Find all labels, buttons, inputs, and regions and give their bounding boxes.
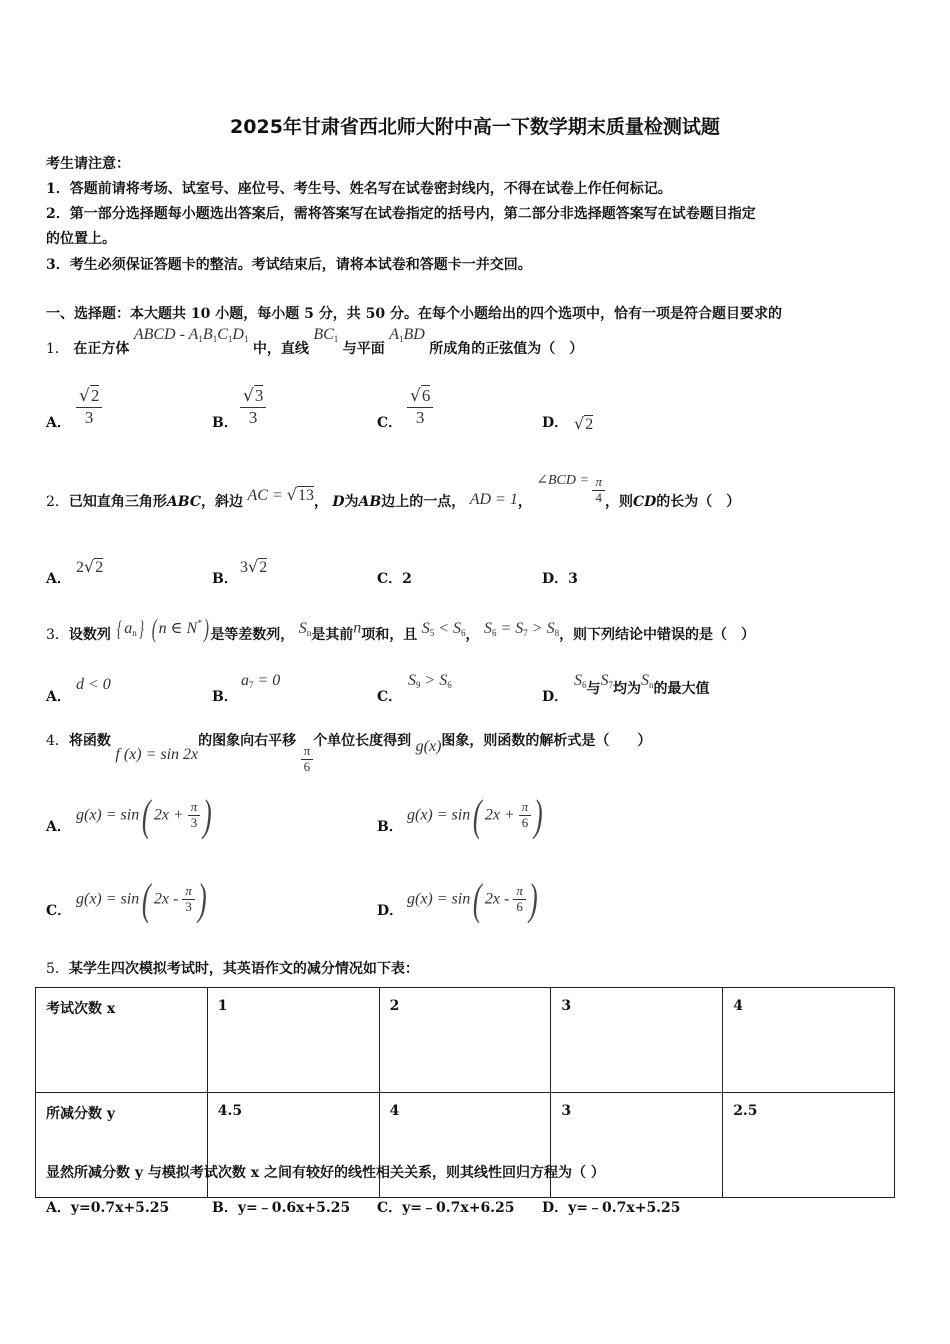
- q5-option-c[interactable]: C．y=﹣0.7x+6.25: [377, 1200, 515, 1216]
- q2-text-8: 的长为（ ）: [656, 494, 741, 510]
- q1-number: 1．: [46, 341, 69, 357]
- table-cell: 1: [207, 988, 379, 1093]
- q1-option-d-value[interactable]: √2: [574, 414, 594, 433]
- q2-text-6: ，: [517, 494, 532, 510]
- q4-text-4: 图象，则函数的解析式是（ ）: [441, 733, 652, 749]
- q5-number: 5．: [46, 961, 69, 977]
- q4-option-a-label[interactable]: A．: [46, 819, 71, 835]
- q2-ad: AD = 1: [469, 491, 518, 508]
- q1-option-d-label[interactable]: D．: [542, 415, 569, 431]
- q3-n: n: [353, 619, 362, 637]
- question-3: [46, 614, 755, 644]
- q2-ac: AC = √13: [247, 485, 314, 504]
- q2-cd: CD: [632, 494, 657, 510]
- q4-option-b-label[interactable]: B．: [377, 819, 403, 835]
- q3-option-a-label[interactable]: A．: [46, 689, 71, 705]
- q2-option-a-label[interactable]: A．: [46, 571, 71, 587]
- q1-text-1: 在正方体: [73, 341, 130, 357]
- q3-text-1: 设数列: [68, 626, 111, 643]
- q2-text-4: 为: [344, 494, 359, 510]
- q1-cube: ABCD - $A_1B_1C_1D_1$: [133, 326, 249, 344]
- q2-angle: ∠BCD = $\frac{\pi}{4}$: [536, 472, 605, 506]
- q2-abc: ABC: [166, 494, 202, 510]
- q2-text-5: 边上的一点，: [381, 494, 466, 510]
- q2-text-1: 已知直角三角形: [68, 494, 167, 510]
- q2-ab: AB: [358, 494, 382, 510]
- q4-option-a-value[interactable]: g(x) = sin( 2x + $\frac{\pi}{3}$ ): [76, 791, 213, 840]
- q3-text-6: ，则下列结论中错误的是（ ）: [559, 626, 756, 643]
- question-5: [46, 958, 419, 978]
- q4-option-d-label[interactable]: D．: [377, 903, 404, 919]
- notice-item-3: 3．考生必须保证答题卡的整洁。考试结束后，请将本试卷和答题卡一并交回。: [46, 257, 532, 273]
- q1-option-c-label[interactable]: C．: [377, 415, 403, 431]
- q3-text-5: ，: [465, 626, 480, 643]
- q4-number: 4．: [46, 733, 69, 749]
- q3-option-b-label[interactable]: B．: [212, 689, 238, 705]
- q1-option-a-label[interactable]: A．: [46, 415, 71, 431]
- q1-text-2: 中，直线: [252, 341, 309, 357]
- q2-option-c[interactable]: C．2: [377, 571, 412, 587]
- table-cell: 3: [551, 1093, 723, 1198]
- q4-option-d-value[interactable]: g(x) = sin( 2x - $\frac{\pi}{6}$ ): [407, 875, 538, 924]
- q3-option-b-value[interactable]: $a_7 = 0$: [241, 672, 281, 690]
- question-2: [46, 472, 740, 511]
- q5-option-d[interactable]: D．y=﹣0.7x+5.25: [542, 1200, 681, 1216]
- table-cell: 4.5: [207, 1093, 379, 1198]
- q2-number: 2．: [46, 494, 69, 510]
- notice-item-2a: 2．第一部分选择题每小题选出答案后，需将答案写在试卷指定的括号内，第二部分非选择题答案写在试卷题目指定: [46, 206, 756, 222]
- q1-option-b-label[interactable]: B．: [212, 415, 238, 431]
- q3-number: 3．: [46, 626, 69, 643]
- q4-text-2: 的图象向右平移: [198, 733, 297, 749]
- q3-cond-2: $S_6 = S_7 > S_8$: [483, 619, 560, 638]
- q4-function-g: g(x): [415, 738, 442, 755]
- q2-d: D: [332, 494, 345, 510]
- q2-option-b-label[interactable]: B．: [212, 571, 238, 587]
- q4-function-f: f (x) = sin 2x: [115, 746, 199, 763]
- q3-text-3: 是其前: [311, 626, 354, 643]
- q4-text-3: 个单位长度得到: [313, 733, 412, 749]
- table-cell: 2: [379, 988, 551, 1093]
- q3-sn: $S_n$: [298, 619, 312, 638]
- q1-line: $BC_1$: [313, 326, 339, 344]
- question-1: [46, 326, 583, 358]
- table-cell: 考试次数 x: [36, 988, 208, 1093]
- table-cell: 4: [379, 1093, 551, 1198]
- notice-item-2b: 的位置上。: [46, 231, 116, 247]
- table-cell: 所减分数 y: [36, 1093, 208, 1198]
- q1-text-4: 所成角的正弦值为（ ）: [429, 341, 584, 357]
- q5-text-1: 某学生四次模拟考试时，其英语作文的减分情况如下表：: [68, 961, 419, 977]
- q3-text-4: 项和，且: [361, 626, 418, 643]
- q2-text-2: ，斜边: [201, 494, 244, 510]
- table-cell: 2.5: [723, 1093, 895, 1198]
- q2-option-a-value[interactable]: 2√2: [76, 557, 104, 576]
- table-cell: 3: [551, 988, 723, 1093]
- q3-option-d-value[interactable]: $S_6$与$S_7$均为$S_n$的最大值: [574, 672, 710, 697]
- q4-text-1: 将函数: [68, 733, 111, 749]
- q1-option-c-value[interactable]: $\frac{√6}{3}$: [407, 386, 433, 427]
- q3-text-2: 是等差数列，: [210, 626, 295, 643]
- q3-option-c-value[interactable]: $S_9 > S_6$: [408, 672, 452, 690]
- q2-text-3: ，: [313, 494, 328, 510]
- q4-option-b-value[interactable]: g(x) = sin( 2x + $\frac{\pi}{6}$ ): [407, 791, 544, 840]
- q3-option-c-label[interactable]: C．: [377, 689, 403, 705]
- q4-option-c-label[interactable]: C．: [46, 903, 72, 919]
- q3-an: { $a_n$}: [117, 616, 144, 641]
- q1-option-a-value[interactable]: $\frac{√2}{3}$: [76, 386, 102, 427]
- notice-item-1: 1．答题前请将考场、试室号、座位号、考生号、姓名写在试卷密封线内，不得在试卷上作任何标记。: [46, 181, 672, 197]
- table-cell: 4: [723, 988, 895, 1093]
- q2-option-b-value[interactable]: 3√2: [240, 557, 268, 576]
- q3-option-a-value[interactable]: d < 0: [76, 676, 111, 693]
- q3-option-d-label[interactable]: D．: [542, 689, 569, 705]
- q1-text-3: 与平面: [342, 341, 385, 357]
- section-heading: 一、选择题：本大题共 10 小题，每小题 5 分，共 50 分。在每个小题给出的四个选项中，恰有一项是符合题目要求的: [46, 306, 782, 322]
- q1-option-b-value[interactable]: $\frac{√3}{3}$: [240, 386, 266, 427]
- q2-text-7: ，则: [604, 494, 633, 510]
- q4-shift: $\frac{\pi}{6}$: [301, 744, 314, 775]
- q5-text-2: 显然所减分数 y 与模拟考试次数 x 之间有较好的线性相关关系，则其线性回归方程为（ ）: [46, 1165, 605, 1181]
- q4-option-c-value[interactable]: g(x) = sin( 2x - $\frac{\pi}{3}$ ): [76, 875, 207, 924]
- table-row: [36, 988, 895, 1093]
- q2-option-d[interactable]: D．3: [542, 571, 578, 587]
- q3-cond-1: $S_5 < S_6$: [421, 619, 466, 638]
- question-4: [46, 730, 651, 775]
- q5-option-a[interactable]: A．y=0.7x+5.25: [46, 1200, 170, 1216]
- notice-heading: 考生请注意：: [46, 156, 130, 172]
- q1-plane: $A_1BD$: [389, 326, 425, 344]
- q3-nset: ( n ∈ N*): [151, 614, 209, 643]
- q5-option-b[interactable]: B．y=﹣0.6x+5.25: [212, 1200, 351, 1216]
- page-title: 2025年甘肃省西北师大附中高一下数学期末质量检测试题: [230, 116, 720, 138]
